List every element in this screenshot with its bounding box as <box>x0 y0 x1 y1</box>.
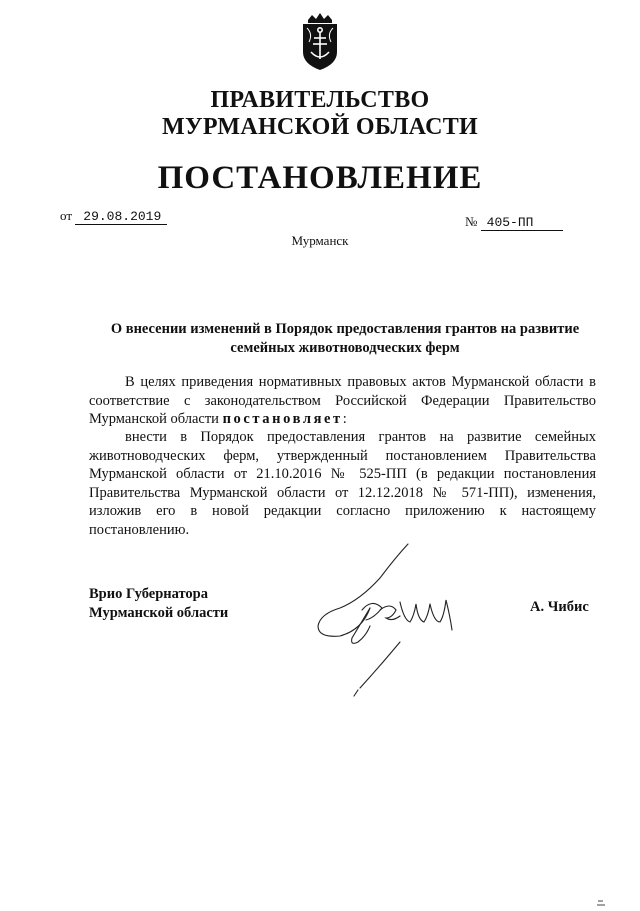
city-name: Мурманск <box>291 233 349 248</box>
body-paragraph-2: внести в Порядок предоставления грантов на развитие семейных животноводческих ферм, утвержденный постановлением Правительства Мурманской области от 21.10.2016 № 525-ПП (в редакции постановления Правительства Мурманской области от 12.12.2018 № 571-ПП), изменения, изложив его в новой редакции согласно приложению к настоящему постановлению. <box>89 429 596 538</box>
position-line-2: Мурманской области <box>89 605 229 621</box>
page-corner-mark-icon <box>596 893 606 901</box>
signatory-position <box>89 585 228 623</box>
resolves-word: постановляет <box>222 411 343 427</box>
date-prefix: от <box>60 208 73 223</box>
document-type-title: ПОСТАНОВЛЕНИЕ <box>157 160 483 196</box>
number-prefix: № <box>465 214 478 229</box>
paragraph-1-colon: : <box>342 411 347 427</box>
document-heading: О внесении изменений в Порядок предоставления грантов на развитие семейных животноводческих ферм <box>110 321 580 356</box>
date-line <box>60 208 167 225</box>
government-title-line1: ПРАВИТЕЛЬСТВО <box>210 87 430 113</box>
number-line <box>465 214 563 231</box>
document-number: 405-ПП <box>481 216 563 231</box>
document-date: 29.08.2019 <box>75 210 167 225</box>
body-paragraph-1 <box>89 373 596 429</box>
signatory-name: А. Чибис <box>530 599 589 615</box>
handwritten-signature-icon <box>300 538 470 698</box>
coat-of-arms-icon <box>295 12 345 72</box>
paragraph-1-text: В целях приведения нормативных правовых актов Мурманской области в соответствие с законодательством Российской Федерации Правительство Мурманской области <box>89 374 596 427</box>
position-line-1: Врио Губернатора <box>89 586 208 602</box>
government-title-line2: МУРМАНСКОЙ ОБЛАСТИ <box>162 114 478 140</box>
